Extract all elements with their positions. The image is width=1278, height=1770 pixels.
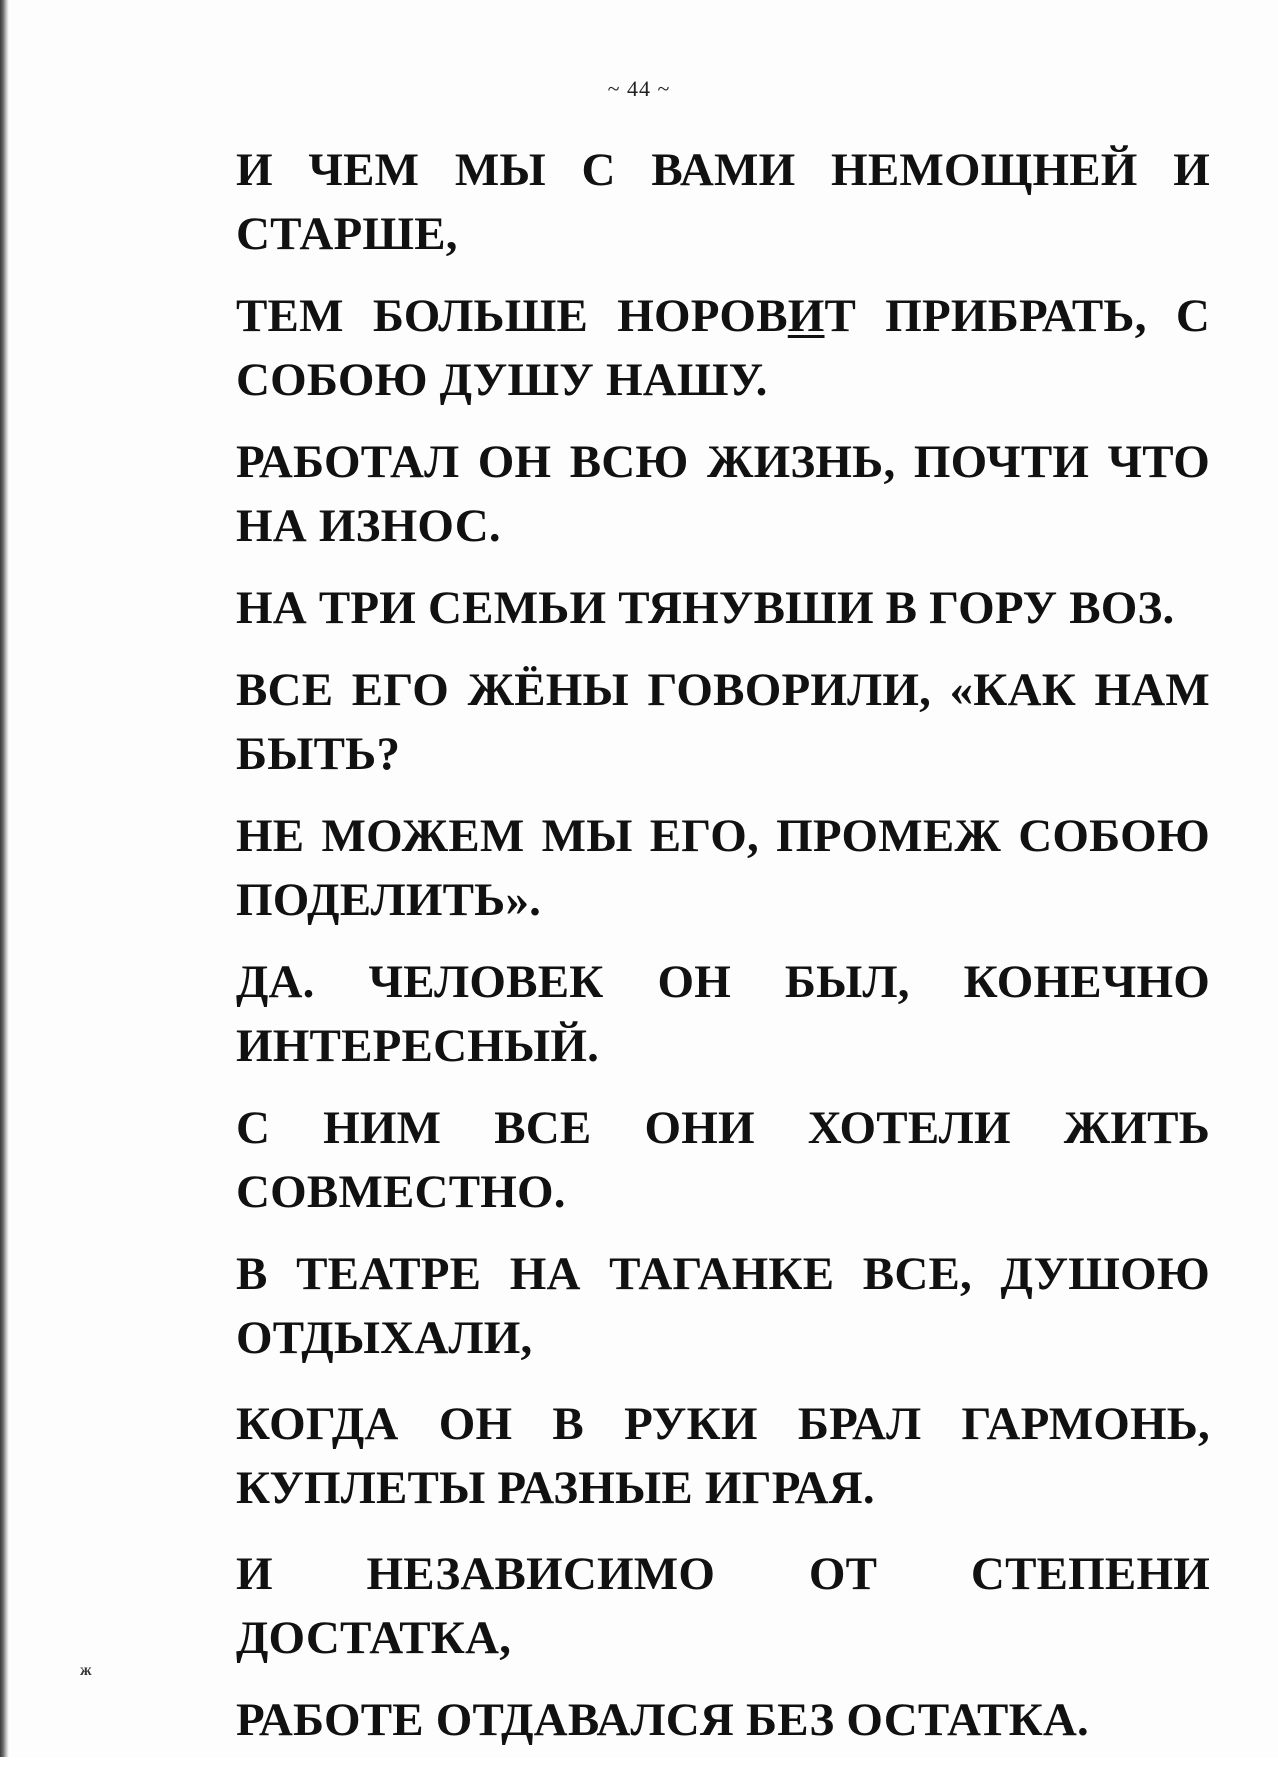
poem-line: ВСЕ ЕГО ЖЁНЫ ГОВОРИЛИ, «КАК НАМ БЫТЬ? (236, 664, 1210, 780)
poem-line: С НИМ ВСЕ ОНИ ХОТЕЛИ ЖИТЬ СОВМЕСТНО. (236, 1102, 1210, 1218)
poem-line (236, 284, 1210, 412)
poem-line: В ТЕАТРЕ НА ТАГАНКЕ ВСЕ, ДУШОЮ ОТДЫХАЛИ, (236, 1248, 1210, 1364)
poem-line: КОГДА ОН В РУКИ БРАЛ ГАРМОНЬ, КУПЛЕТЫ РАЗНЫЕ ИГРАЯ. (236, 1398, 1210, 1514)
poem-line: НА ТРИ СЕМЬИ ТЯНУВШИ В ГОРУ ВОЗ. (236, 582, 1175, 634)
page-number: ~ 44 ~ (607, 76, 671, 101)
poem-text-block (236, 138, 1210, 1770)
poem-line: НЕ МОЖЕМ МЫ ЕГО, ПРОМЕЖ СОБОЮ ПОДЕЛИТЬ». (236, 810, 1210, 926)
poem-line: И ЧЕМ МЫ С ВАМИ НЕМОЩНЕЙ И СТАРШЕ, (236, 144, 1210, 260)
poem-line: ДА. ЧЕЛОВЕК ОН БЫЛ, КОНЕЧНО ИНТЕРЕСНЫЙ. (236, 956, 1210, 1072)
corner-mark: ж (80, 1662, 92, 1679)
poem-line-part: Т ПРИБРАТЬ, С СОБОЮ ДУШУ НАШУ. (236, 290, 1210, 406)
poem-line: РАБОТЕ ОТДАВАЛСЯ БЕЗ ОСТАТКА. (236, 1694, 1089, 1746)
poem-line: И НЕЗАВИСИМО ОТ СТЕПЕНИ ДОСТАТКА, (236, 1548, 1210, 1664)
poem-line: РАБОТАЛ ОН ВСЮ ЖИЗНЬ, ПОЧТИ ЧТО НА ИЗНОС. (236, 436, 1210, 552)
scan-left-edge (0, 0, 9, 1757)
poem-line-part: ТЕМ БОЛЬШЕ НОРОВ (236, 290, 788, 342)
stressed-letter: И (787, 290, 825, 342)
